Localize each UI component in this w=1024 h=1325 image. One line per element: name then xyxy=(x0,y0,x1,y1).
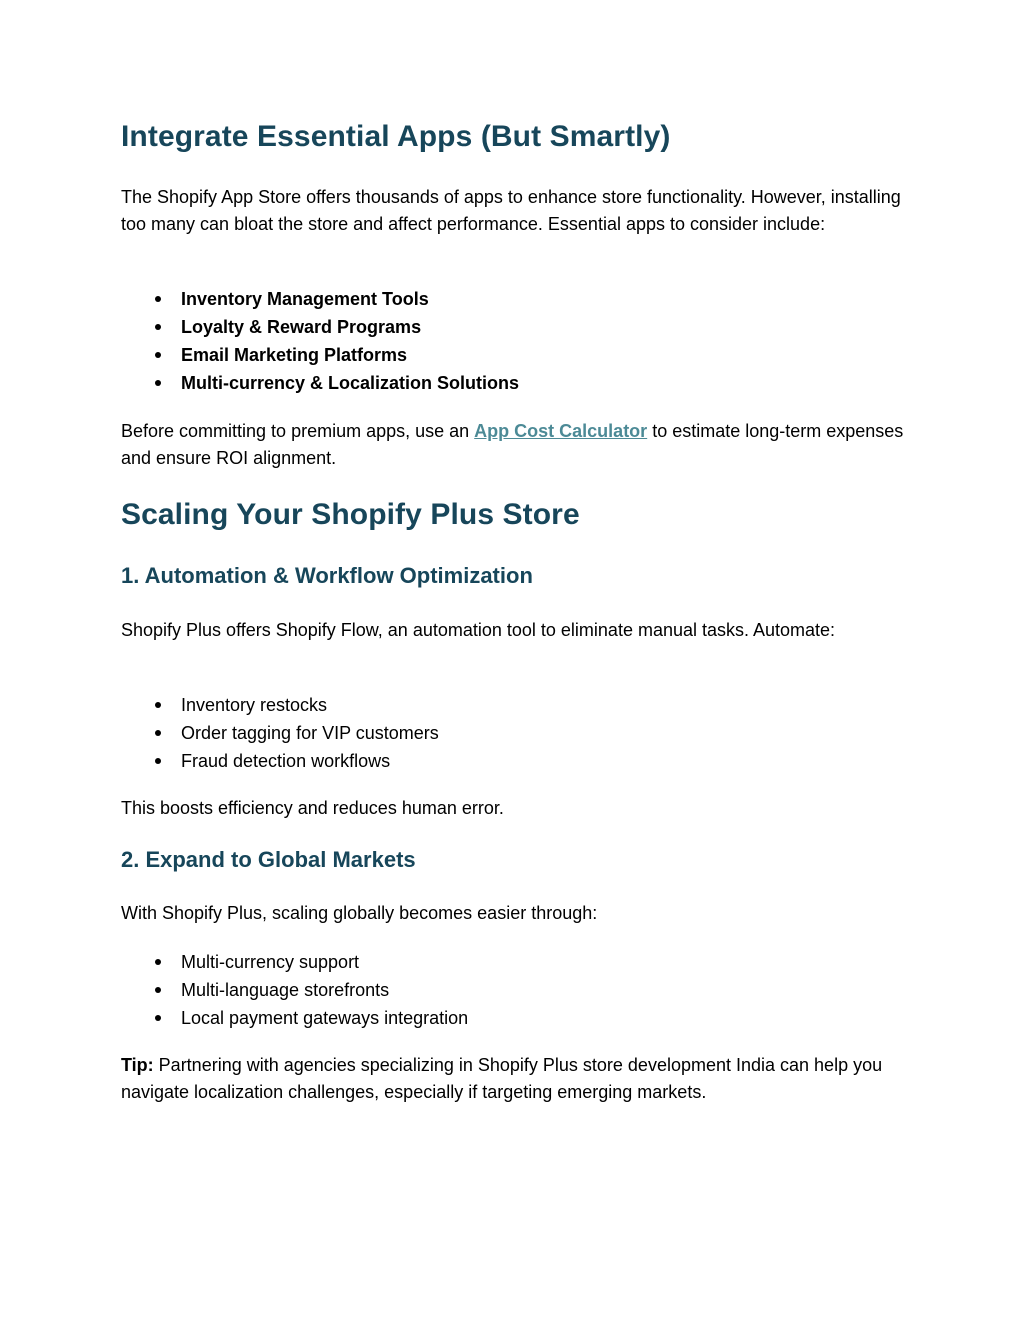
global-markets-list xyxy=(121,948,901,1032)
essential-apps-list xyxy=(121,285,901,397)
bullet-icon xyxy=(155,959,161,965)
tip-label: Tip: xyxy=(121,1055,154,1075)
bullet-icon xyxy=(155,324,161,330)
bullet-icon xyxy=(155,1015,161,1021)
bullet-icon xyxy=(155,296,161,302)
list-item: Order tagging for VIP customers xyxy=(121,719,901,747)
integrate-apps-intro: The Shopify App Store offers thousands of apps to enhance store functionality. However, installing too many can bloat the store and affect performance. Essential apps to consider include: xyxy=(121,187,901,234)
bullet-icon xyxy=(155,702,161,708)
bullet-icon xyxy=(155,380,161,386)
list-item: Fraud detection workflows xyxy=(121,747,901,775)
list-item: Email Marketing Platforms xyxy=(121,341,901,369)
list-item: Loyalty & Reward Programs xyxy=(121,313,901,341)
list-item: Inventory Management Tools xyxy=(121,285,901,313)
list-item: Multi-currency & Localization Solutions xyxy=(121,369,901,397)
section-heading-integrate-apps: Integrate Essential Apps (But Smartly) xyxy=(121,120,671,153)
automation-intro: Shopify Plus offers Shopify Flow, an automation tool to eliminate manual tasks. Automate: xyxy=(121,620,836,640)
tip-paragraph xyxy=(121,1052,911,1106)
subheading-global-markets: 2. Expand to Global Markets xyxy=(121,847,416,872)
bullet-icon xyxy=(155,758,161,764)
tip-text: Partnering with agencies specializing in Shopify Plus store development India can help you navigate localization challenges, especially if targeting emerging markets. xyxy=(121,1055,883,1102)
app-cost-calculator-paragraph: Before committing to premium apps, use an App Cost Calculator to estimate long-term expenses and ensure ROI alignment. xyxy=(121,421,904,468)
list-item: Multi-language storefronts xyxy=(121,976,901,1004)
automation-outro: This boosts efficiency and reduces human error. xyxy=(121,798,504,818)
bullet-icon xyxy=(155,987,161,993)
app-cost-calculator-link[interactable]: App Cost Calculator xyxy=(474,421,648,441)
list-item: Multi-currency support xyxy=(121,948,901,976)
section-heading-scaling: Scaling Your Shopify Plus Store xyxy=(121,498,580,531)
subheading-automation: 1. Automation & Workflow Optimization xyxy=(121,563,533,588)
bullet-icon xyxy=(155,730,161,736)
list-item: Local payment gateways integration xyxy=(121,1004,901,1032)
bullet-icon xyxy=(155,352,161,358)
global-markets-intro: With Shopify Plus, scaling globally becomes easier through: xyxy=(121,903,598,923)
list-item: Inventory restocks xyxy=(121,691,901,719)
automation-list xyxy=(121,691,901,775)
